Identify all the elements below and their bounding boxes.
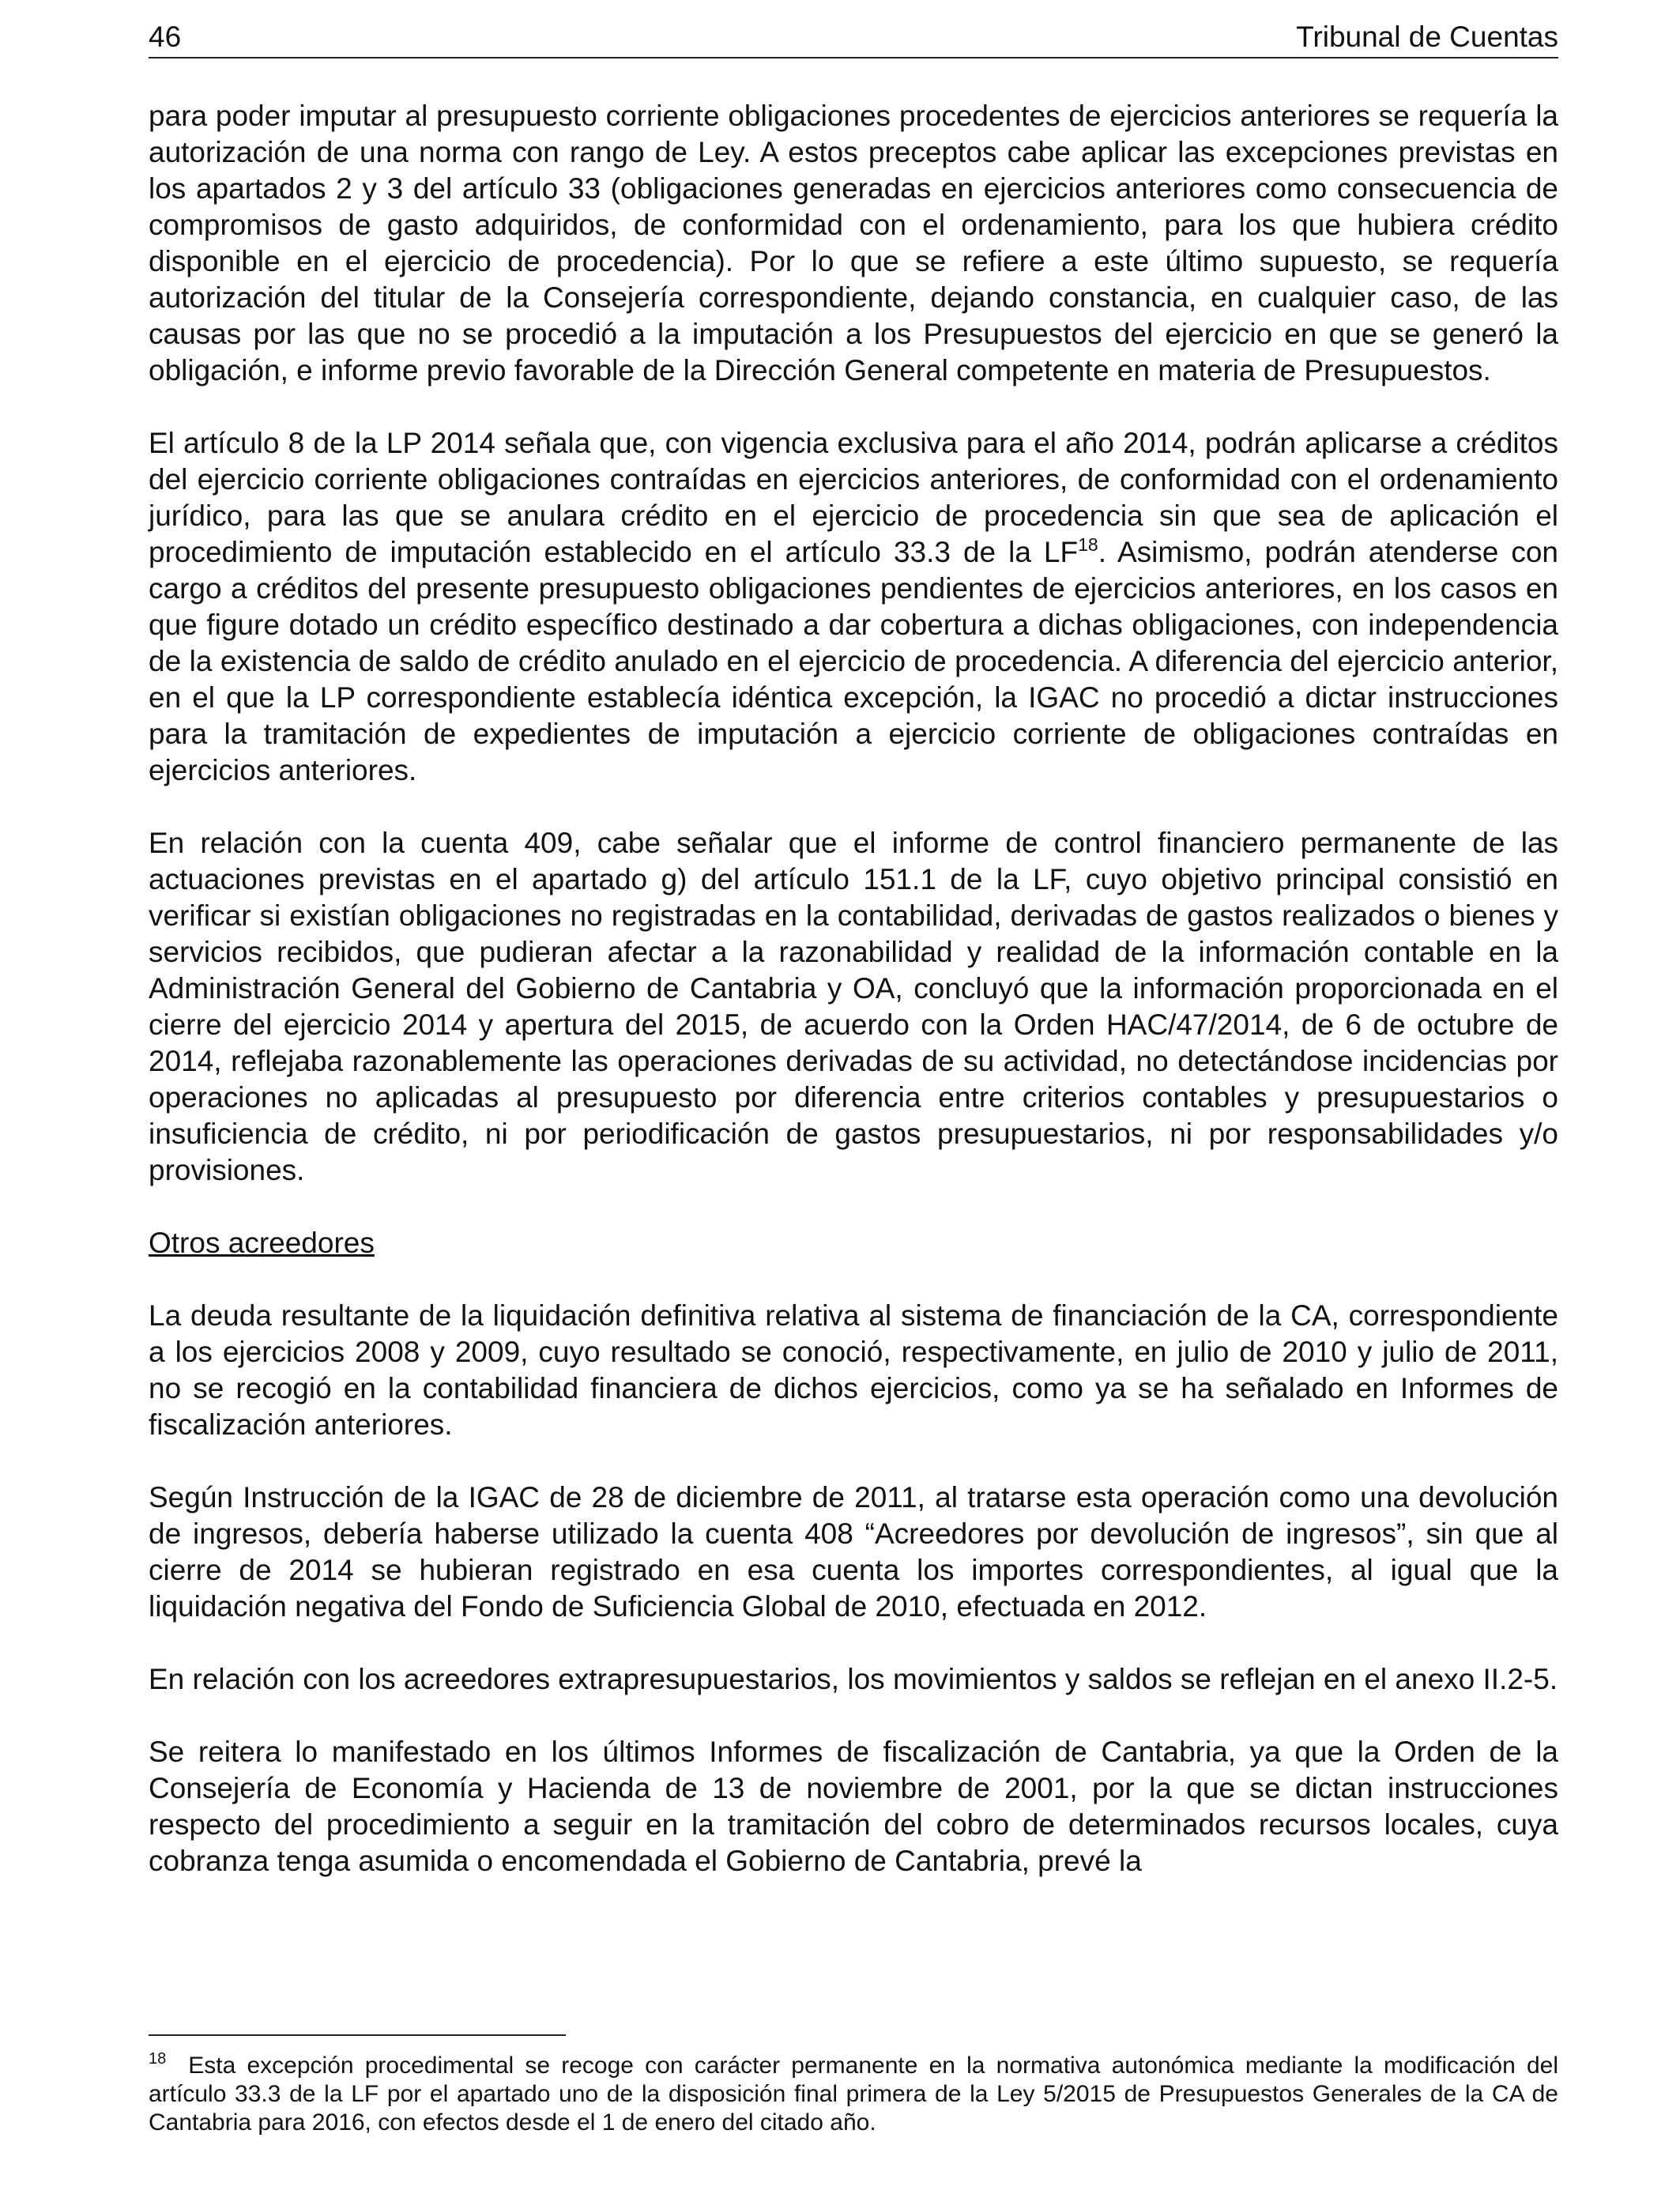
paragraph-5: Según Instrucción de la IGAC de 28 de diciembre de 2011, al tratarse esta operación como una devolución de ingresos, debería haberse utilizado la cuenta 408 “Acreedores por devolución de ingresos”, sin que al cierre de 2014 se hubieran registrado en esa cuenta los importes correspondientes, al igual que la liquidación negativa del Fondo de Suficiencia Global de 2010, efectuada en 2012. (149, 1481, 1558, 1623)
footnote-separator (149, 2034, 566, 2036)
footnote-text: Esta excepción procedimental se recoge con carácter permanente en la normativa autonómica mediante la modificación del artículo 33.3 de la LF por el apartado uno de la disposición final primera de la Ley 5/2015 de Presupuestos Generales de la CA de Cantabria para 2016, con efectos desde el 1 de enero del citado año. (149, 2053, 1558, 2136)
running-title: Tribunal de Cuentas (1296, 21, 1558, 53)
paragraph-3: En relación con la cuenta 409, cabe señalar que el informe de control financiero permanente de las actuaciones previstas en el apartado g) del artículo 151.1 de la LF, cuyo objetivo principal consistió en verificar si existían obligaciones no registradas en la contabilidad, derivadas de gastos realizados o bienes y servicios recibidos, que pudieran afectar a la razonabilidad y realidad de la información contable en la Administración General del Gobierno de Cantabria y OA, concluyó que la información proporcionada en el cierre del ejercicio 2014 y apertura del 2015, de acuerdo con la Orden HAC/47/2014, de 6 de octubre de 2014, reflejaba razonablemente las operaciones derivadas de su actividad, no detectándose incidencias por operaciones no aplicadas al presupuesto por diferencia entre criterios contables y presupuestarios o insuficiencia de crédito, ni por periodificación de gastos presupuestarios, ni por responsabilidades y/o provisiones. (149, 827, 1558, 1186)
page-number: 46 (149, 21, 182, 53)
paragraph-6: En relación con los acreedores extrapresupuestarios, los movimientos y saldos se reflejan en el anexo II.2-5. (149, 1663, 1558, 1695)
paragraph-2-text-a: El artículo 8 de la LP 2014 señala que, con vigencia exclusiva para el año 2014, podrán aplicarse a créditos del ejercicio corriente obligaciones contraídas en ejercicios anteriores, de conformidad con el ordenamiento jurídico, para las que se anulara crédito en el ejercicio de procedencia sin que sea de aplicación el procedimiento de imputación establecido en el artículo 33.3 de la LF (149, 427, 1558, 568)
footnote-reference-18: 18 (1078, 534, 1098, 555)
paragraph-2 (149, 425, 1558, 789)
body-text (149, 98, 1558, 1916)
paragraph-4: La deuda resultante de la liquidación definitiva relativa al sistema de financiación de la CA, correspondiente a los ejercicios 2008 y 2009, cuyo resultado se conoció, respectivamente, en julio de 2010 y julio de 2011, no se recogió en la contabilidad financiera de dichos ejercicios, como ya se ha señalado en Informes de fiscalización anteriores. (149, 1299, 1558, 1441)
paragraph-2-text-b: . Asimismo, podrán atenderse con cargo a créditos del presente presupuesto obligaciones pendientes de ejercicios anteriores, en los casos en que figure dotado un crédito específico destinado a dar cobertura a dichas obligaciones, con independencia de la existencia de saldo de crédito anulado en el ejercicio de procedencia. A diferencia del ejercicio anterior, en el que la LP correspondiente establecía idéntica excepción, la IGAC no procedió a dictar instrucciones para la tramitación de expedientes de imputación a ejercicio corriente de obligaciones contraídas en ejercicios anteriores. (149, 536, 1558, 786)
section-heading-otros-acreedores: Otros acreedores (149, 1227, 375, 1259)
footnote-number: 18 (149, 2050, 167, 2068)
footnote-18 (149, 2052, 1558, 2137)
paragraph-1: para poder imputar al presupuesto corriente obligaciones procedentes de ejercicios anteriores se requería la autorización de una norma con rango de Ley. A estos preceptos cabe aplicar las excepciones previstas en los apartados 2 y 3 del artículo 33 (obligaciones generadas en ejercicios anteriores como consecuencia de compromisos de gasto adquiridos, de conformidad con el ordenamiento, para los que hubiera crédito disponible en el ejercicio de procedencia). Por lo que se refiere a este último supuesto, se requería autorización del titular de la Consejería correspondiente, dejando constancia, en cualquier caso, de las causas por las que no se procedió a la imputación a los Presupuestos del ejercicio en que se generó la obligación, e informe previo favorable de la Dirección General competente en materia de Presupuestos. (149, 100, 1558, 386)
page-header (149, 19, 1558, 58)
paragraph-7: Se reitera lo manifestado en los últimos Informes de fiscalización de Cantabria, ya que la Orden de la Consejería de Economía y Hacienda de 13 de noviembre de 2001, por la que se dictan instrucciones respecto del procedimiento a seguir en la tramitación del cobro de determinados recursos locales, cuya cobranza tenga asumida o encomendada el Gobierno de Cantabria, prevé la (149, 1736, 1558, 1877)
